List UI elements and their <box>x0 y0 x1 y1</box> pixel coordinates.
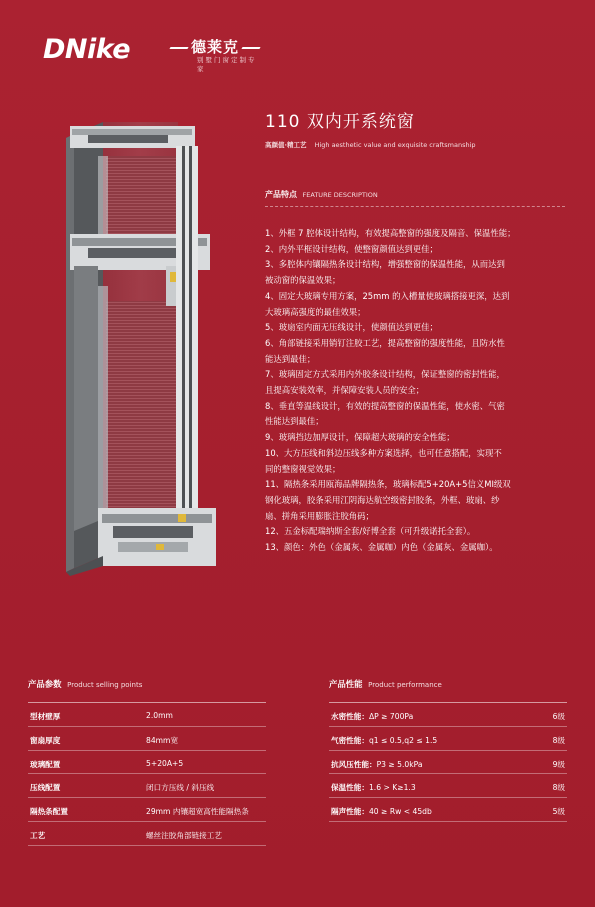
performance-row <box>329 727 567 751</box>
feature-line: 同的整窗视觉效果； <box>265 463 341 474</box>
logo-chinese: 德莱克 <box>167 36 263 57</box>
performance-label: 水密性能： <box>331 712 369 721</box>
feature-line: 6、角部链接采用销钉注胶工艺，提高整窗的强度性能，且防水性 <box>265 337 505 348</box>
feature-line: 2、内外平框设计结构，使整窗颜值达到更佳； <box>265 243 438 254</box>
param-value: 闭口方压线 / 斜压线 <box>146 783 215 793</box>
performance-row <box>329 703 567 727</box>
param-key: 型材壁厚 <box>30 712 61 721</box>
performance-label: 隔声性能： <box>331 807 369 817</box>
param-key: 压线配置 <box>30 783 61 793</box>
performance-key <box>331 782 416 793</box>
performance-heading-cn: 产品性能 <box>329 679 363 689</box>
feature-line: 钢化玻璃，胶条采用江阴海达航空级密封胶条，外框、玻扇、纱 <box>265 494 500 505</box>
performance-grade: 6级 <box>552 712 565 721</box>
performance-key <box>331 711 413 722</box>
subtitle-english: High aesthetic value and exquisite craftsmanship <box>314 141 476 149</box>
performance-metric: 40 ≥ Rw < 45db <box>368 807 432 817</box>
feature-line: 9、玻璃挡边加厚设计，保障超大玻璃的安全性能； <box>265 432 455 443</box>
performance-metric: ΔP ≥ 700Pa <box>368 712 414 721</box>
performance-row <box>329 798 567 822</box>
feature-line: 被动窗的保温效果； <box>265 275 341 286</box>
param-value: 5+20A+5 <box>146 758 184 768</box>
logo-wordmark: DNike <box>43 34 131 65</box>
param-value: 2.0mm <box>146 711 173 720</box>
product-subtitle <box>265 140 476 149</box>
performance-table <box>329 678 567 822</box>
feature-line: 5、玻扇室内面无压线设计，使颜值达到更佳； <box>265 322 438 333</box>
feature-line: 13、颜色：外色（金属灰、金属咖）内色（金属灰、金属咖）。 <box>265 542 498 553</box>
performance-label: 气密性能： <box>331 735 369 745</box>
performance-key <box>331 735 437 746</box>
performance-key <box>331 806 432 817</box>
performance-grade: 5级 <box>552 807 565 817</box>
param-key: 工艺 <box>30 830 46 840</box>
params-row <box>28 703 266 727</box>
performance-grade: 9级 <box>552 759 565 769</box>
feature-line: 1、外框 7 腔体设计结构，有效提高整窗的强度及隔音、保温性能； <box>265 228 516 238</box>
performance-heading <box>329 678 567 694</box>
feature-line: 4、固定大玻璃专用方案，25mm 的入槽量使玻璃搭接更深，达到 <box>265 290 510 301</box>
param-key: 窗扇厚度 <box>30 735 61 745</box>
window-cross-section-image <box>58 116 228 576</box>
params-row <box>28 774 266 798</box>
performance-grade: 8级 <box>552 735 565 745</box>
features-heading-en: FEATURE DESCRIPTION <box>302 191 378 199</box>
performance-heading-en: Product performance <box>368 681 442 689</box>
params-row <box>28 727 266 751</box>
feature-line: 11、隔热条采用瓯海品牌隔热条，玻璃标配5+20A+5信义MI级双 <box>265 479 511 490</box>
feature-line: 能达到最佳； <box>265 353 316 364</box>
features-divider <box>265 206 565 207</box>
feature-line: 10、大方压线和斜边压线多种方案选择，也可任意搭配，实现不 <box>265 447 502 458</box>
param-key: 隔热条配置 <box>30 807 68 817</box>
feature-line: 且提高安装效率，并保障安装人员的安全； <box>265 385 425 396</box>
performance-label: 抗风压性能： <box>331 759 377 769</box>
brand-logo <box>43 30 263 73</box>
product-title: 110 双内开系统窗 <box>265 112 415 132</box>
params-row <box>28 822 266 846</box>
performance-metric: q1 ≤ 0.5,q2 ≤ 1.5 <box>368 735 438 745</box>
feature-line: 12、五金标配瑞纳斯全套/好博全套（可升级诺托全套）。 <box>265 526 476 537</box>
features-heading <box>265 189 378 200</box>
param-value: 29mm 内镶超宽高性能隔热条 <box>146 807 249 817</box>
params-row <box>28 751 266 775</box>
params-heading-cn: 产品参数 <box>28 679 62 689</box>
performance-key <box>331 759 423 770</box>
performance-label: 保温性能： <box>331 783 369 793</box>
features-list <box>265 226 570 556</box>
feature-line: 7、玻璃固定方式采用内外胶条设计结构，保证整窗的密封性能， <box>265 369 505 380</box>
performance-metric: P3 ≥ 5.0kPa <box>376 759 423 769</box>
param-key: 玻璃配置 <box>30 759 61 769</box>
params-row <box>28 798 266 822</box>
feature-line: 扇、拼角采用膨胀注胶角码； <box>265 510 374 521</box>
subtitle-chinese: 高颜值·精工艺 <box>265 141 307 149</box>
param-value: 84mm宽 <box>146 735 179 745</box>
feature-line: 8、垂直等温线设计，有效的提高整窗的保温性能，使水密、气密 <box>265 400 505 411</box>
performance-row <box>329 774 567 798</box>
params-table <box>28 678 266 846</box>
params-heading <box>28 678 266 694</box>
feature-line: 性能达到最佳； <box>265 416 324 427</box>
logo-tagline: 别墅门窗定制专家 <box>197 56 257 73</box>
param-value: 螺丝注胶角部链接工艺 <box>146 830 222 840</box>
params-heading-en: Product selling points <box>67 681 143 689</box>
performance-grade: 8级 <box>552 783 565 793</box>
performance-metric: 1.6 > K≥1.3 <box>368 783 416 793</box>
feature-line: 大玻璃高强度的最佳效果； <box>265 306 366 317</box>
features-heading-cn: 产品特点 <box>265 190 297 199</box>
performance-row <box>329 751 567 775</box>
feature-line: 3、多腔体内镶隔热条设计结构，增强整窗的保温性能，从而达到 <box>265 259 505 270</box>
